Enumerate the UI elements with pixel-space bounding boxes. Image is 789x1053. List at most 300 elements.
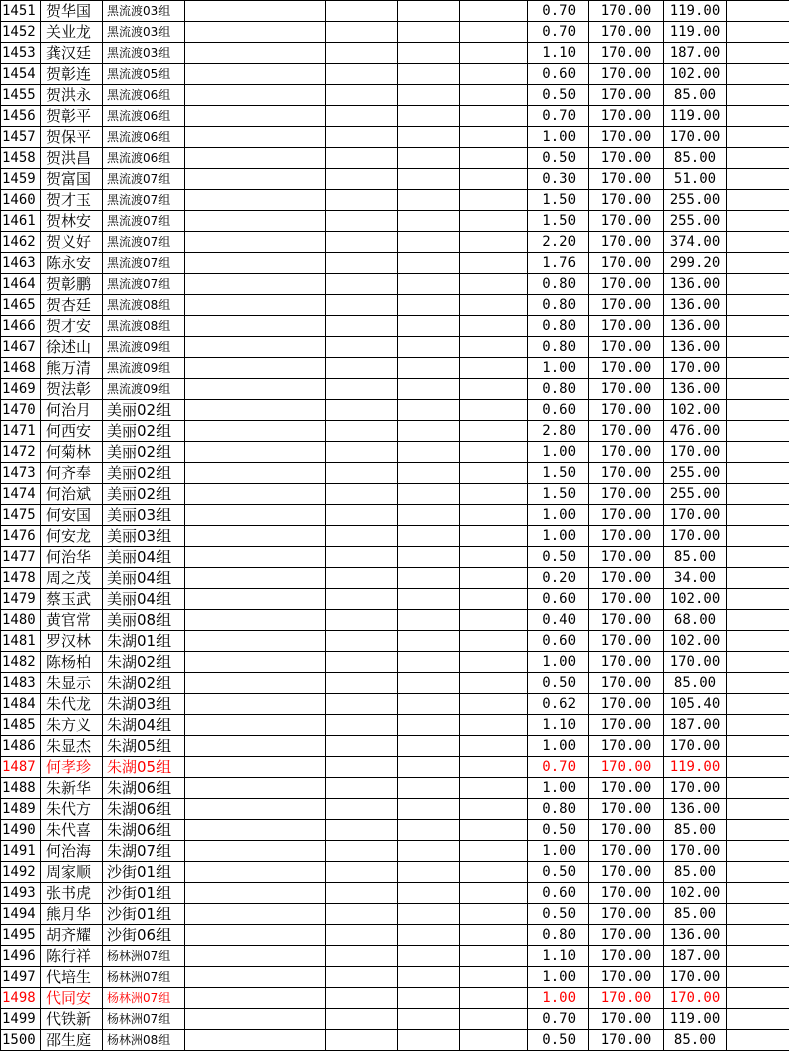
empty-cell[interactable]: [460, 190, 528, 211]
table-row[interactable]: [1, 421, 789, 442]
empty-cell[interactable]: [326, 778, 398, 799]
row-total[interactable]: 170.00: [664, 988, 727, 1009]
row-area[interactable]: 1.00: [528, 778, 589, 799]
table-row[interactable]: [1, 736, 789, 757]
row-group[interactable]: 朱湖06组: [103, 820, 185, 841]
empty-cell[interactable]: [398, 211, 460, 232]
row-group[interactable]: 朱湖06组: [103, 778, 185, 799]
empty-cell[interactable]: [460, 547, 528, 568]
row-price[interactable]: 170.00: [589, 442, 664, 463]
row-area[interactable]: 1.00: [528, 736, 589, 757]
row-area[interactable]: 0.30: [528, 169, 589, 190]
row-group[interactable]: 美丽04组: [103, 547, 185, 568]
empty-cell[interactable]: [727, 547, 789, 568]
row-name[interactable]: 贺才玉: [41, 190, 103, 211]
empty-cell[interactable]: [398, 904, 460, 925]
row-id[interactable]: 1479: [1, 589, 41, 610]
row-group[interactable]: 黑流渡07组: [103, 232, 185, 253]
empty-cell[interactable]: [326, 442, 398, 463]
empty-cell[interactable]: [326, 463, 398, 484]
empty-cell[interactable]: [185, 274, 326, 295]
row-area[interactable]: 0.60: [528, 631, 589, 652]
empty-cell[interactable]: [460, 1009, 528, 1030]
row-price[interactable]: 170.00: [589, 379, 664, 400]
table-row[interactable]: [1, 547, 789, 568]
row-id[interactable]: 1459: [1, 169, 41, 190]
empty-cell[interactable]: [185, 568, 326, 589]
table-row[interactable]: [1, 379, 789, 400]
table-row[interactable]: [1, 316, 789, 337]
row-id[interactable]: 1477: [1, 547, 41, 568]
empty-cell[interactable]: [185, 652, 326, 673]
row-total[interactable]: 187.00: [664, 946, 727, 967]
empty-cell[interactable]: [460, 232, 528, 253]
empty-cell[interactable]: [185, 1030, 326, 1051]
empty-cell[interactable]: [185, 22, 326, 43]
row-group[interactable]: 黑流渡03组: [103, 22, 185, 43]
row-price[interactable]: 170.00: [589, 736, 664, 757]
empty-cell[interactable]: [727, 967, 789, 988]
row-area[interactable]: 1.76: [528, 253, 589, 274]
empty-cell[interactable]: [185, 715, 326, 736]
row-total[interactable]: 255.00: [664, 190, 727, 211]
row-area[interactable]: 0.80: [528, 316, 589, 337]
table-row[interactable]: [1, 190, 789, 211]
empty-cell[interactable]: [460, 463, 528, 484]
empty-cell[interactable]: [398, 316, 460, 337]
empty-cell[interactable]: [326, 715, 398, 736]
empty-cell[interactable]: [727, 820, 789, 841]
row-id[interactable]: 1451: [1, 1, 41, 22]
row-total[interactable]: 255.00: [664, 211, 727, 232]
empty-cell[interactable]: [326, 400, 398, 421]
row-area[interactable]: 2.20: [528, 232, 589, 253]
row-group[interactable]: 美丽02组: [103, 484, 185, 505]
row-id[interactable]: 1480: [1, 610, 41, 631]
empty-cell[interactable]: [326, 127, 398, 148]
empty-cell[interactable]: [326, 946, 398, 967]
table-row[interactable]: [1, 211, 789, 232]
empty-cell[interactable]: [460, 358, 528, 379]
empty-cell[interactable]: [460, 505, 528, 526]
row-id[interactable]: 1499: [1, 1009, 41, 1030]
row-group[interactable]: 美丽04组: [103, 568, 185, 589]
table-row[interactable]: [1, 1009, 789, 1030]
row-group[interactable]: 美丽03组: [103, 526, 185, 547]
row-price[interactable]: 170.00: [589, 22, 664, 43]
row-name[interactable]: 代铁新: [41, 1009, 103, 1030]
table-row[interactable]: [1, 883, 789, 904]
row-area[interactable]: 0.60: [528, 883, 589, 904]
empty-cell[interactable]: [398, 22, 460, 43]
row-name[interactable]: 何治斌: [41, 484, 103, 505]
empty-cell[interactable]: [185, 883, 326, 904]
empty-cell[interactable]: [398, 232, 460, 253]
empty-cell[interactable]: [727, 715, 789, 736]
row-name[interactable]: 贺彰平: [41, 106, 103, 127]
row-price[interactable]: 170.00: [589, 904, 664, 925]
empty-cell[interactable]: [398, 106, 460, 127]
empty-cell[interactable]: [398, 799, 460, 820]
row-total[interactable]: 119.00: [664, 1, 727, 22]
row-price[interactable]: 170.00: [589, 274, 664, 295]
row-id[interactable]: 1482: [1, 652, 41, 673]
row-name[interactable]: 邵生庭: [41, 1030, 103, 1051]
empty-cell[interactable]: [326, 232, 398, 253]
empty-cell[interactable]: [727, 652, 789, 673]
empty-cell[interactable]: [326, 568, 398, 589]
row-price[interactable]: 170.00: [589, 589, 664, 610]
empty-cell[interactable]: [460, 337, 528, 358]
row-total[interactable]: 170.00: [664, 505, 727, 526]
row-total[interactable]: 476.00: [664, 421, 727, 442]
empty-cell[interactable]: [727, 421, 789, 442]
empty-cell[interactable]: [398, 337, 460, 358]
row-price[interactable]: 170.00: [589, 694, 664, 715]
row-id[interactable]: 1497: [1, 967, 41, 988]
empty-cell[interactable]: [185, 547, 326, 568]
row-area[interactable]: 0.20: [528, 568, 589, 589]
row-total[interactable]: 102.00: [664, 64, 727, 85]
row-area[interactable]: 1.50: [528, 484, 589, 505]
empty-cell[interactable]: [460, 211, 528, 232]
row-total[interactable]: 170.00: [664, 967, 727, 988]
table-row[interactable]: [1, 631, 789, 652]
row-price[interactable]: 170.00: [589, 757, 664, 778]
empty-cell[interactable]: [398, 883, 460, 904]
table-row[interactable]: [1, 778, 789, 799]
row-group[interactable]: 朱湖05组: [103, 757, 185, 778]
row-id[interactable]: 1461: [1, 211, 41, 232]
row-id[interactable]: 1481: [1, 631, 41, 652]
empty-cell[interactable]: [727, 988, 789, 1009]
row-price[interactable]: 170.00: [589, 841, 664, 862]
empty-cell[interactable]: [185, 946, 326, 967]
table-row[interactable]: [1, 610, 789, 631]
empty-cell[interactable]: [460, 148, 528, 169]
empty-cell[interactable]: [185, 106, 326, 127]
row-group[interactable]: 朱湖06组: [103, 799, 185, 820]
empty-cell[interactable]: [185, 862, 326, 883]
row-area[interactable]: 0.70: [528, 757, 589, 778]
row-total[interactable]: 119.00: [664, 1009, 727, 1030]
empty-cell[interactable]: [727, 316, 789, 337]
row-name[interactable]: 张书虎: [41, 883, 103, 904]
row-total[interactable]: 68.00: [664, 610, 727, 631]
empty-cell[interactable]: [727, 673, 789, 694]
row-area[interactable]: 1.10: [528, 946, 589, 967]
row-id[interactable]: 1454: [1, 64, 41, 85]
empty-cell[interactable]: [185, 421, 326, 442]
row-area[interactable]: 0.70: [528, 22, 589, 43]
empty-cell[interactable]: [185, 526, 326, 547]
row-id[interactable]: 1467: [1, 337, 41, 358]
row-group[interactable]: 黑流渡08组: [103, 295, 185, 316]
empty-cell[interactable]: [460, 400, 528, 421]
row-area[interactable]: 0.80: [528, 925, 589, 946]
table-row[interactable]: [1, 841, 789, 862]
empty-cell[interactable]: [460, 778, 528, 799]
row-price[interactable]: 170.00: [589, 127, 664, 148]
empty-cell[interactable]: [398, 736, 460, 757]
row-group[interactable]: 黑流渡07组: [103, 253, 185, 274]
row-price[interactable]: 170.00: [589, 568, 664, 589]
row-price[interactable]: 170.00: [589, 778, 664, 799]
table-row[interactable]: [1, 127, 789, 148]
empty-cell[interactable]: [326, 631, 398, 652]
row-total[interactable]: 85.00: [664, 820, 727, 841]
row-name[interactable]: 贺富国: [41, 169, 103, 190]
row-price[interactable]: 170.00: [589, 925, 664, 946]
empty-cell[interactable]: [727, 904, 789, 925]
empty-cell[interactable]: [326, 841, 398, 862]
empty-cell[interactable]: [727, 841, 789, 862]
empty-cell[interactable]: [398, 463, 460, 484]
empty-cell[interactable]: [326, 106, 398, 127]
row-area[interactable]: 0.70: [528, 1, 589, 22]
empty-cell[interactable]: [398, 400, 460, 421]
row-price[interactable]: 170.00: [589, 547, 664, 568]
row-name[interactable]: 周之茂: [41, 568, 103, 589]
row-area[interactable]: 0.80: [528, 337, 589, 358]
empty-cell[interactable]: [185, 631, 326, 652]
empty-cell[interactable]: [326, 211, 398, 232]
empty-cell[interactable]: [185, 85, 326, 106]
empty-cell[interactable]: [727, 883, 789, 904]
row-id[interactable]: 1465: [1, 295, 41, 316]
empty-cell[interactable]: [727, 190, 789, 211]
row-name[interactable]: 朱方义: [41, 715, 103, 736]
empty-cell[interactable]: [326, 610, 398, 631]
row-group[interactable]: 黑流渡07组: [103, 274, 185, 295]
table-row[interactable]: [1, 925, 789, 946]
empty-cell[interactable]: [326, 547, 398, 568]
row-name[interactable]: 何齐奉: [41, 463, 103, 484]
row-name[interactable]: 徐述山: [41, 337, 103, 358]
row-id[interactable]: 1469: [1, 379, 41, 400]
empty-cell[interactable]: [460, 862, 528, 883]
row-total[interactable]: 34.00: [664, 568, 727, 589]
row-total[interactable]: 187.00: [664, 43, 727, 64]
row-area[interactable]: 0.50: [528, 904, 589, 925]
table-row[interactable]: [1, 274, 789, 295]
empty-cell[interactable]: [727, 85, 789, 106]
table-row[interactable]: [1, 757, 789, 778]
empty-cell[interactable]: [727, 274, 789, 295]
empty-cell[interactable]: [727, 757, 789, 778]
row-name[interactable]: 关业龙: [41, 22, 103, 43]
row-id[interactable]: 1470: [1, 400, 41, 421]
table-row[interactable]: [1, 904, 789, 925]
table-row[interactable]: [1, 526, 789, 547]
empty-cell[interactable]: [326, 190, 398, 211]
empty-cell[interactable]: [326, 799, 398, 820]
row-total[interactable]: 85.00: [664, 547, 727, 568]
row-id[interactable]: 1468: [1, 358, 41, 379]
empty-cell[interactable]: [326, 988, 398, 1009]
empty-cell[interactable]: [398, 925, 460, 946]
row-id[interactable]: 1489: [1, 799, 41, 820]
empty-cell[interactable]: [460, 589, 528, 610]
row-id[interactable]: 1456: [1, 106, 41, 127]
row-id[interactable]: 1483: [1, 673, 41, 694]
row-price[interactable]: 170.00: [589, 967, 664, 988]
empty-cell[interactable]: [185, 673, 326, 694]
empty-cell[interactable]: [460, 295, 528, 316]
empty-cell[interactable]: [398, 1009, 460, 1030]
empty-cell[interactable]: [460, 883, 528, 904]
empty-cell[interactable]: [727, 232, 789, 253]
row-price[interactable]: 170.00: [589, 505, 664, 526]
empty-cell[interactable]: [398, 778, 460, 799]
empty-cell[interactable]: [185, 1, 326, 22]
row-id[interactable]: 1493: [1, 883, 41, 904]
empty-cell[interactable]: [185, 988, 326, 1009]
empty-cell[interactable]: [727, 442, 789, 463]
empty-cell[interactable]: [460, 169, 528, 190]
row-group[interactable]: 沙街01组: [103, 883, 185, 904]
empty-cell[interactable]: [460, 379, 528, 400]
row-total[interactable]: 187.00: [664, 715, 727, 736]
row-price[interactable]: 170.00: [589, 799, 664, 820]
row-total[interactable]: 119.00: [664, 757, 727, 778]
row-area[interactable]: 1.00: [528, 442, 589, 463]
empty-cell[interactable]: [185, 484, 326, 505]
row-name[interactable]: 黄官常: [41, 610, 103, 631]
empty-cell[interactable]: [727, 22, 789, 43]
empty-cell[interactable]: [460, 421, 528, 442]
empty-cell[interactable]: [398, 610, 460, 631]
empty-cell[interactable]: [460, 715, 528, 736]
table-row[interactable]: [1, 85, 789, 106]
empty-cell[interactable]: [398, 442, 460, 463]
row-name[interactable]: 何西安: [41, 421, 103, 442]
row-group[interactable]: 朱湖07组: [103, 841, 185, 862]
empty-cell[interactable]: [727, 1, 789, 22]
table-row[interactable]: [1, 946, 789, 967]
empty-cell[interactable]: [398, 694, 460, 715]
empty-cell[interactable]: [460, 127, 528, 148]
row-total[interactable]: 170.00: [664, 127, 727, 148]
row-total[interactable]: 102.00: [664, 400, 727, 421]
row-group[interactable]: 沙街01组: [103, 862, 185, 883]
row-area[interactable]: 0.80: [528, 799, 589, 820]
table-row[interactable]: [1, 967, 789, 988]
row-group[interactable]: 黑流渡06组: [103, 127, 185, 148]
empty-cell[interactable]: [326, 904, 398, 925]
row-id[interactable]: 1452: [1, 22, 41, 43]
empty-cell[interactable]: [326, 1009, 398, 1030]
empty-cell[interactable]: [326, 316, 398, 337]
row-area[interactable]: 0.50: [528, 547, 589, 568]
empty-cell[interactable]: [398, 568, 460, 589]
table-row[interactable]: [1, 652, 789, 673]
table-row[interactable]: [1, 820, 789, 841]
row-name[interactable]: 何菊林: [41, 442, 103, 463]
empty-cell[interactable]: [185, 64, 326, 85]
row-total[interactable]: 136.00: [664, 379, 727, 400]
row-price[interactable]: 170.00: [589, 988, 664, 1009]
empty-cell[interactable]: [460, 757, 528, 778]
row-price[interactable]: 170.00: [589, 820, 664, 841]
row-name[interactable]: 贺洪昌: [41, 148, 103, 169]
row-total[interactable]: 170.00: [664, 652, 727, 673]
row-area[interactable]: 0.50: [528, 862, 589, 883]
empty-cell[interactable]: [326, 967, 398, 988]
row-total[interactable]: 102.00: [664, 883, 727, 904]
row-name[interactable]: 贺彰连: [41, 64, 103, 85]
empty-cell[interactable]: [727, 1030, 789, 1051]
table-row[interactable]: [1, 799, 789, 820]
row-id[interactable]: 1491: [1, 841, 41, 862]
row-area[interactable]: 0.70: [528, 1009, 589, 1030]
empty-cell[interactable]: [326, 505, 398, 526]
row-area[interactable]: 1.00: [528, 526, 589, 547]
empty-cell[interactable]: [460, 568, 528, 589]
empty-cell[interactable]: [326, 148, 398, 169]
row-id[interactable]: 1464: [1, 274, 41, 295]
row-price[interactable]: 170.00: [589, 652, 664, 673]
empty-cell[interactable]: [398, 85, 460, 106]
row-area[interactable]: 0.40: [528, 610, 589, 631]
empty-cell[interactable]: [727, 358, 789, 379]
empty-cell[interactable]: [460, 526, 528, 547]
row-name[interactable]: 何孝珍: [41, 757, 103, 778]
row-area[interactable]: 1.50: [528, 211, 589, 232]
row-total[interactable]: 170.00: [664, 526, 727, 547]
empty-cell[interactable]: [727, 568, 789, 589]
row-total[interactable]: 170.00: [664, 778, 727, 799]
table-row[interactable]: [1, 715, 789, 736]
row-area[interactable]: 0.50: [528, 1030, 589, 1051]
empty-cell[interactable]: [727, 211, 789, 232]
empty-cell[interactable]: [185, 736, 326, 757]
table-row[interactable]: [1, 295, 789, 316]
row-total[interactable]: 85.00: [664, 862, 727, 883]
empty-cell[interactable]: [460, 64, 528, 85]
empty-cell[interactable]: [185, 190, 326, 211]
table-row[interactable]: [1, 589, 789, 610]
row-area[interactable]: 1.00: [528, 505, 589, 526]
empty-cell[interactable]: [185, 1009, 326, 1030]
empty-cell[interactable]: [398, 64, 460, 85]
empty-cell[interactable]: [727, 925, 789, 946]
empty-cell[interactable]: [398, 673, 460, 694]
row-price[interactable]: 170.00: [589, 316, 664, 337]
row-id[interactable]: 1495: [1, 925, 41, 946]
empty-cell[interactable]: [398, 757, 460, 778]
empty-cell[interactable]: [398, 631, 460, 652]
row-name[interactable]: 代培生: [41, 967, 103, 988]
row-name[interactable]: 贺义好: [41, 232, 103, 253]
empty-cell[interactable]: [326, 337, 398, 358]
row-group[interactable]: 黑流渡03组: [103, 1, 185, 22]
empty-cell[interactable]: [398, 526, 460, 547]
row-name[interactable]: 贺彰鹏: [41, 274, 103, 295]
row-name[interactable]: 何安国: [41, 505, 103, 526]
empty-cell[interactable]: [185, 610, 326, 631]
empty-cell[interactable]: [398, 820, 460, 841]
empty-cell[interactable]: [398, 43, 460, 64]
row-price[interactable]: 170.00: [589, 1009, 664, 1030]
empty-cell[interactable]: [460, 736, 528, 757]
empty-cell[interactable]: [727, 64, 789, 85]
empty-cell[interactable]: [398, 862, 460, 883]
empty-cell[interactable]: [326, 358, 398, 379]
row-name[interactable]: 何治月: [41, 400, 103, 421]
row-price[interactable]: 170.00: [589, 610, 664, 631]
empty-cell[interactable]: [460, 22, 528, 43]
